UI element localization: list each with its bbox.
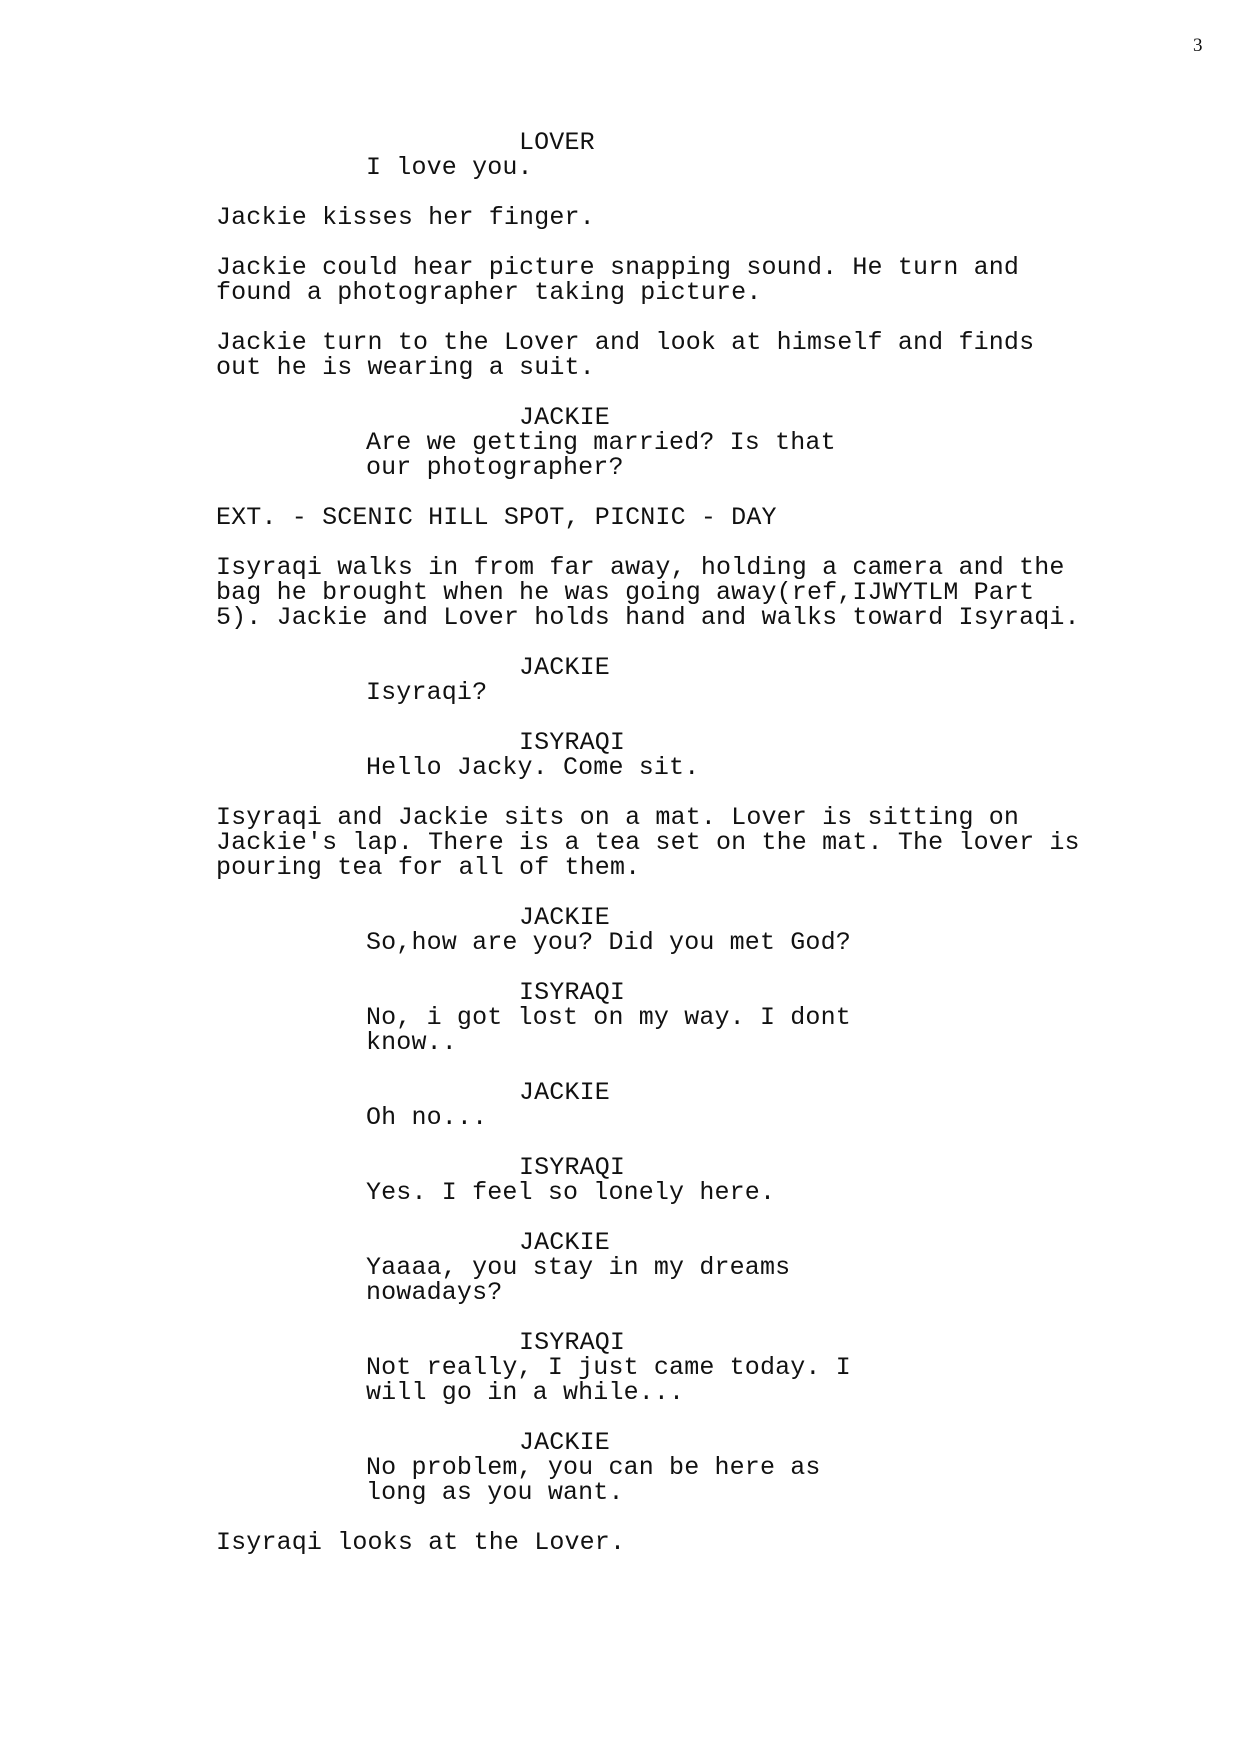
page-number: 3 — [1193, 35, 1203, 56]
dialogue-line: So,how are you? Did you met God? — [366, 928, 851, 957]
dialogue-line: No problem, you can be here as — [366, 1453, 821, 1482]
action-line: pouring tea for all of them. — [216, 853, 641, 882]
character-name: JACKIE — [519, 1228, 610, 1257]
scene-heading: EXT. - SCENIC HILL SPOT, PICNIC - DAY — [216, 503, 777, 532]
action-line: bag he brought when he was going away(ref,IJWYTLM Part — [216, 578, 1035, 607]
dialogue-line: our photographer? — [366, 453, 624, 482]
character-name: JACKIE — [519, 403, 610, 432]
dialogue-line: Oh no... — [366, 1103, 488, 1132]
action-line: out he is wearing a suit. — [216, 353, 595, 382]
dialogue-line: Not really, I just came today. I — [366, 1353, 851, 1382]
character-name: ISYRAQI — [519, 978, 626, 1007]
character-name: JACKIE — [519, 1078, 610, 1107]
action-line: Jackie turn to the Lover and look at himself and finds — [216, 328, 1035, 357]
dialogue-line: Yaaaa, you stay in my dreams — [366, 1253, 791, 1282]
character-name: JACKIE — [519, 1428, 610, 1457]
action-line: Jackie kisses her finger. — [216, 203, 595, 232]
dialogue-line: nowadays? — [366, 1278, 503, 1307]
dialogue-line: Isyraqi? — [366, 678, 488, 707]
character-name: LOVER — [519, 128, 595, 157]
dialogue-line: No, i got lost on my way. I dont — [366, 1003, 851, 1032]
character-name: JACKIE — [519, 653, 610, 682]
dialogue-line: long as you want. — [366, 1478, 624, 1507]
dialogue-line: Hello Jacky. Come sit. — [366, 753, 700, 782]
action-line: found a photographer taking picture. — [216, 278, 762, 307]
character-name: JACKIE — [519, 903, 610, 932]
character-name: ISYRAQI — [519, 1328, 626, 1357]
action-line: Isyraqi looks at the Lover. — [216, 1528, 626, 1557]
character-name: ISYRAQI — [519, 1153, 626, 1182]
character-name: ISYRAQI — [519, 728, 626, 757]
dialogue-line: know.. — [366, 1028, 457, 1057]
action-line: Isyraqi walks in from far away, holding a camera and the — [216, 553, 1065, 582]
action-line: Isyraqi and Jackie sits on a mat. Lover is sitting on — [216, 803, 1020, 832]
dialogue-line: will go in a while... — [366, 1378, 685, 1407]
action-line: 5). Jackie and Lover holds hand and walks toward Isyraqi. — [216, 603, 1080, 632]
action-line: Jackie's lap. There is a tea set on the mat. The lover is — [216, 828, 1080, 857]
dialogue-line: I love you. — [366, 153, 533, 182]
dialogue-line: Yes. I feel so lonely here. — [366, 1178, 776, 1207]
dialogue-line: Are we getting married? Is that — [366, 428, 836, 457]
action-line: Jackie could hear picture snapping sound. He turn and — [216, 253, 1020, 282]
